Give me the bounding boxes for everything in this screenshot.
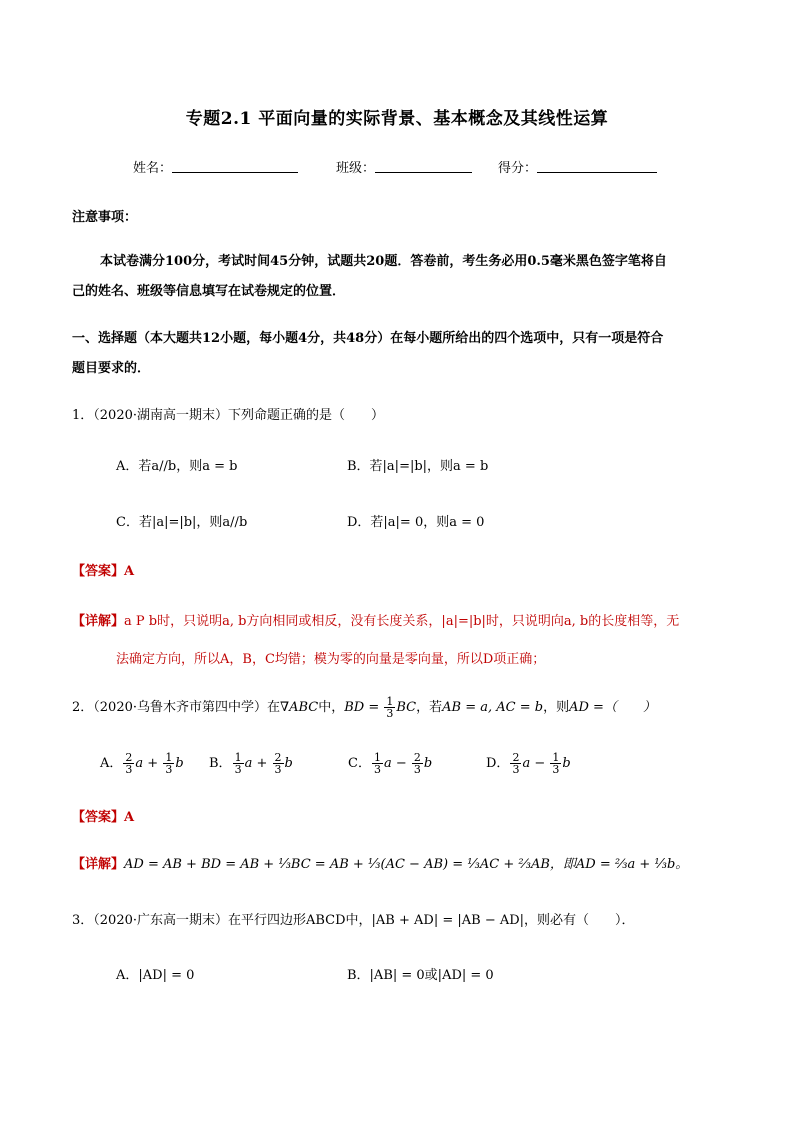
- score-blank[interactable]: [537, 160, 657, 173]
- q1-answer: [72, 560, 134, 579]
- q2-stem-mid: 中，: [318, 700, 345, 715]
- frac: $\frac{1}{3}$: [165, 751, 173, 776]
- frac: $\frac{2}{3}$: [512, 751, 520, 776]
- frac: $\frac{1}{3}$: [234, 751, 242, 776]
- q2-option-c[interactable]: C． $\frac{1}{3}$ a − $\frac{2}{3}$ b: [348, 751, 433, 776]
- frac: $\frac{1}{3}$: [373, 751, 381, 776]
- notice-heading: 注意事项：: [72, 210, 138, 225]
- q2-detail-expression: AD = AB + BD = AB + ⅓BC = AB + ⅓(AC − AB) = ⅓AC + ⅔AB，即AD = ⅔a + ⅓b。: [124, 857, 689, 872]
- page-title: 专题2.1 平面向量的实际背景、基本概念及其线性运算: [185, 109, 609, 129]
- q2-option-d[interactable]: D． $\frac{2}{3}$ a − $\frac{1}{3}$ b: [486, 751, 571, 776]
- q2-detail: [72, 853, 688, 872]
- q3-stem: 3．（2020·广东高一期末）在平行四边形ABCD中，|AB + AD| = |AB − AD|，则必有（ ）．: [72, 913, 635, 928]
- q2-stem-eq1-tail: BC: [396, 700, 417, 715]
- q2-answer: [72, 806, 134, 825]
- q1-option-c[interactable]: C．若|a|=|b|，则a//b: [116, 515, 248, 530]
- class-label: 班级：: [336, 161, 376, 176]
- q2-stem-if: ，若: [416, 700, 443, 715]
- q1-option-b[interactable]: B．若|a|=|b|，则a = b: [347, 459, 489, 474]
- q1-option-a[interactable]: A．若a//b，则a = b: [116, 459, 238, 474]
- notice-line1: 本试卷满分100分，考试时间45分钟，试题共20题．答卷前，考生务必用0.5毫米黑色签字笔将自: [100, 254, 667, 269]
- q2-stem-frac: [384, 696, 395, 719]
- q2-option-b-label: B．: [209, 756, 232, 771]
- notice-line2: 己的姓名、班级等信息填写在试卷规定的位置．: [72, 284, 346, 299]
- name-blank[interactable]: [172, 160, 298, 173]
- q2-answer-tag: 【答案】: [72, 810, 125, 825]
- name-field: [133, 157, 298, 176]
- q1-answer-value: A: [124, 564, 135, 579]
- q1-detail-line2: 法确定方向，所以A，B，C均错；模为零的向量是零向量，所以D项正确；: [116, 652, 546, 667]
- q3-option-a[interactable]: A．|AD| = 0: [116, 968, 195, 983]
- q2-stem-condition: AB = a, AC = b: [442, 700, 544, 715]
- q2-stem-ask: AD =（ ）: [569, 700, 656, 715]
- q2-stem-prefix: 2．（2020·乌鲁木齐市第四中学）在: [72, 700, 280, 715]
- q1-detail-line1: [72, 610, 679, 629]
- q1-answer-tag: 【答案】: [72, 564, 125, 579]
- q2-option-d-label: D．: [486, 756, 510, 771]
- q3-option-b[interactable]: B．|AB| = 0或|AD| = 0: [347, 968, 494, 983]
- section1-line1: 一、选择题（本大题共12小题，每小题4分，共48分）在每小题所给出的四个选项中，只有一项是符合: [72, 331, 664, 346]
- q1-stem: 1．（2020·湖南高一期末）下列命题正确的是（ ）: [72, 408, 384, 423]
- q2-stem-triangle: ∇ABC: [280, 700, 319, 715]
- q2-stem-eq1: BD =: [344, 700, 384, 715]
- name-label: 姓名：: [133, 161, 173, 176]
- q2-stem-frac-num: 1: [386, 695, 394, 708]
- q1-detail-tag: 【详解】: [72, 614, 125, 629]
- q2-option-c-label: C．: [348, 756, 371, 771]
- frac: $\frac{2}{3}$: [274, 751, 282, 776]
- score-field: [498, 157, 657, 176]
- q2-stem-frac-den: 3: [386, 707, 394, 720]
- class-field: [336, 157, 472, 176]
- score-label: 得分：: [498, 161, 538, 176]
- q2-answer-value: A: [124, 810, 135, 825]
- q2-option-a[interactable]: A． $\frac{2}{3}$ a + $\frac{1}{3}$ b: [100, 751, 184, 776]
- q2-stem-then: ，则: [543, 700, 570, 715]
- q2-detail-tag: 【详解】: [72, 857, 125, 872]
- q1-option-d[interactable]: D．若|a|= 0，则a = 0: [347, 515, 485, 530]
- section1-line2: 题目要求的．: [72, 361, 151, 376]
- frac: $\frac{2}{3}$: [125, 751, 133, 776]
- class-blank[interactable]: [375, 160, 472, 173]
- frac: $\frac{1}{3}$: [552, 751, 560, 776]
- q2-stem: [72, 696, 656, 719]
- frac: $\frac{2}{3}$: [413, 751, 421, 776]
- q1-detail-text1: a P b时，只说明a, b方向相同或相反，没有长度关系，|a|=|b|时，只说明向a, b的长度相等，无: [124, 614, 680, 629]
- q2-option-b[interactable]: B． $\frac{1}{3}$ a + $\frac{2}{3}$ b: [209, 751, 293, 776]
- q2-option-a-label: A．: [100, 756, 123, 771]
